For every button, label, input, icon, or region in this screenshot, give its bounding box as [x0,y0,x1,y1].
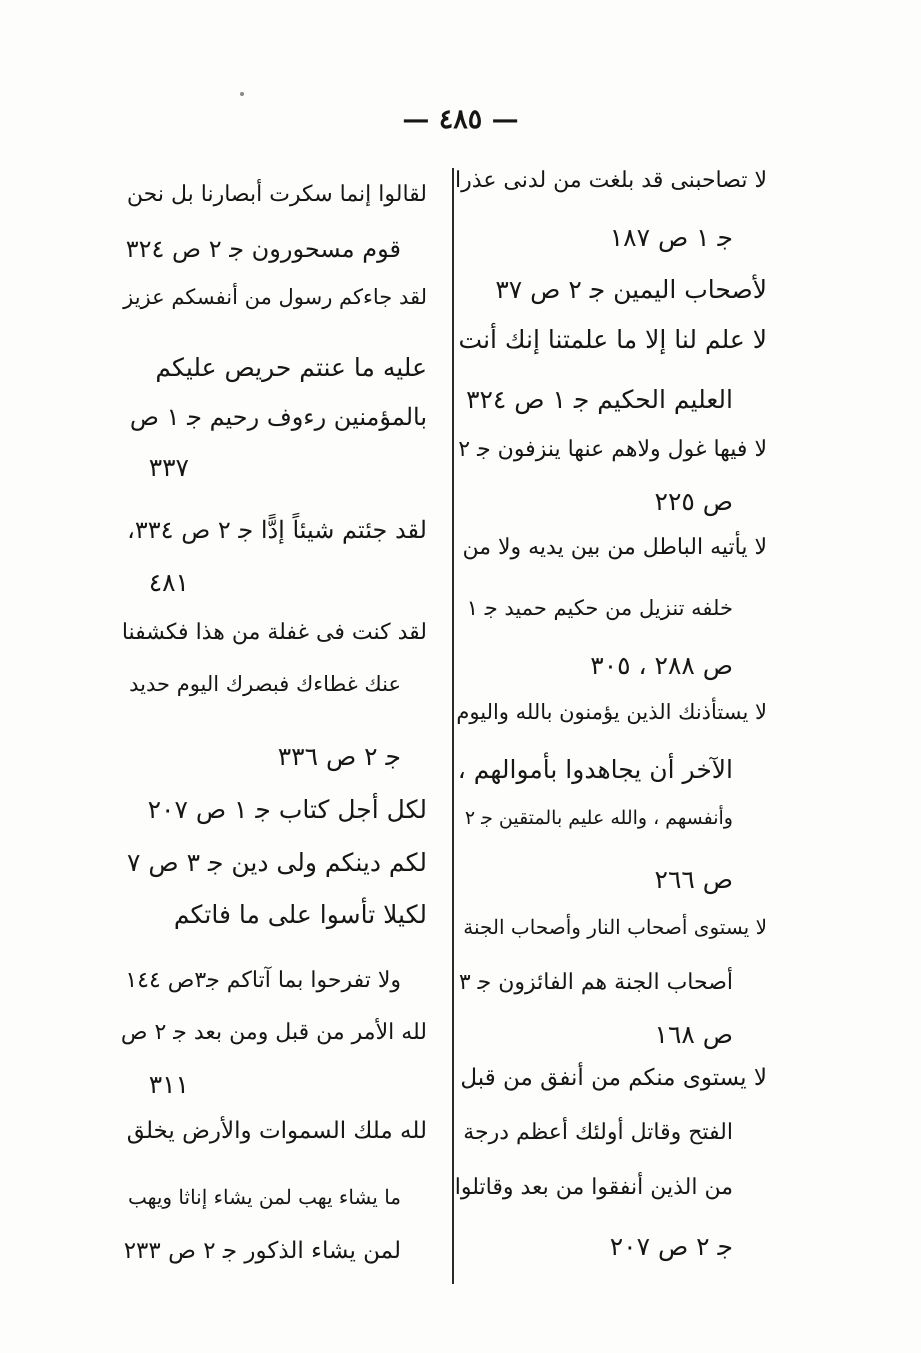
index-line: ٣٣٧ [148,453,189,482]
index-line: لكيلا تأسوا على ما فاتكم [173,900,427,929]
index-line: لقد جاءكم رسول من أنفسكم عزيز [123,285,427,309]
index-line: عنك غطاءك فبصرك اليوم حديد [129,672,401,696]
index-line: لا يستأذنك الذين يؤمنون بالله واليوم [456,700,767,724]
index-line: لله ملك السموات والأرض يخلق [126,1118,427,1144]
index-line: ص ١٦٨ [654,1020,733,1049]
index-line: لكم دينكم ولى دين ﺟ ٣ ص ٧ [127,848,427,877]
page-number: — ٤٨٥ — [402,104,519,135]
index-line: وأنفسهم ، والله عليم بالمتقين ﺟ ٢ [464,807,733,829]
index-line: لمن يشاء الذكور ﺟ ٢ ص ٢٣٣ [123,1238,401,1264]
index-line: لا يستوى منكم من أنفق من قبل [460,1065,767,1091]
index-line: ص ٢٦٦ [654,865,733,894]
index-line: ٤٨١ [148,568,189,597]
index-line: لا فيها غول ولاهم عنها ينزفون ﺟ ٢ [458,437,767,462]
index-line: الآخر أن يجاهدوا بأموالهم ، [457,755,733,784]
index-line: ﺟ ٢ ص ٢٠٧ [609,1232,733,1261]
index-line: الفتح وقاتل أولئك أعظم درجة [463,1120,733,1145]
index-line: ص ٢٨٨ ، ٣٠٥ [590,651,733,680]
index-line: ﺟ ١ ص ١٨٧ [609,223,733,252]
left-column [120,0,427,1353]
index-line: من الذين أنفقوا من بعد وقاتلوا [454,1175,733,1200]
index-line: لله الأمر من قبل ومن بعد ﺟ ٢ ص [120,1020,427,1045]
column-divider [452,168,454,1284]
index-line: لقد جئتم شيئاً إدًّا ﺟ ٢ ص ٣٣٤، [127,516,427,544]
index-line: لا يأتيه الباطل من بين يديه ولا من [462,535,767,560]
index-line: لقد كنت فى غفلة من هذا فكشفنا [121,620,427,645]
index-line: أصحاب الجنة هم الفائزون ﺟ ٣ [458,970,733,995]
index-line: لا علم لنا إلا ما علمتنا إنك أنت [458,325,767,354]
index-line: لا تصاحبنى قد بلغت من لدنى عذرا [455,168,767,193]
index-line: ﺟ ٢ ص ٣٣٦ [277,742,401,771]
index-line: عليه ما عنتم حريص عليكم [155,353,427,382]
index-line: بالمؤمنين رءوف رحيم ﺟ ١ ص [129,403,427,431]
index-line: العليم الحكيم ﺟ ١ ص ٣٢٤ [466,385,733,414]
index-line: ولا تفرحوا بما آتاكم ﺟ٣ص ١٤٤ [125,968,401,993]
index-line: لكل أجل كتاب ﺟ ١ ص ٢٠٧ [147,795,427,824]
index-line: خلفه تنزيل من حكيم حميد ﺟ ١ [466,596,733,620]
index-line: ما يشاء يهب لمن يشاء إناثا ويهب [127,1185,401,1209]
index-line: لقالوا إنما سكرت أبصارنا بل نحن [126,182,427,207]
right-column [455,0,767,1353]
index-line: ٣١١ [148,1070,189,1099]
index-line: قوم مسحورون ﺟ ٢ ص ٣٢٤ [125,235,401,263]
index-line: لأصحاب اليمين ﺟ ٢ ص ٣٧ [495,275,767,304]
index-line: ص ٢٢٥ [654,487,733,516]
index-line: لا يستوى أصحاب النار وأصحاب الجنة [463,915,767,939]
